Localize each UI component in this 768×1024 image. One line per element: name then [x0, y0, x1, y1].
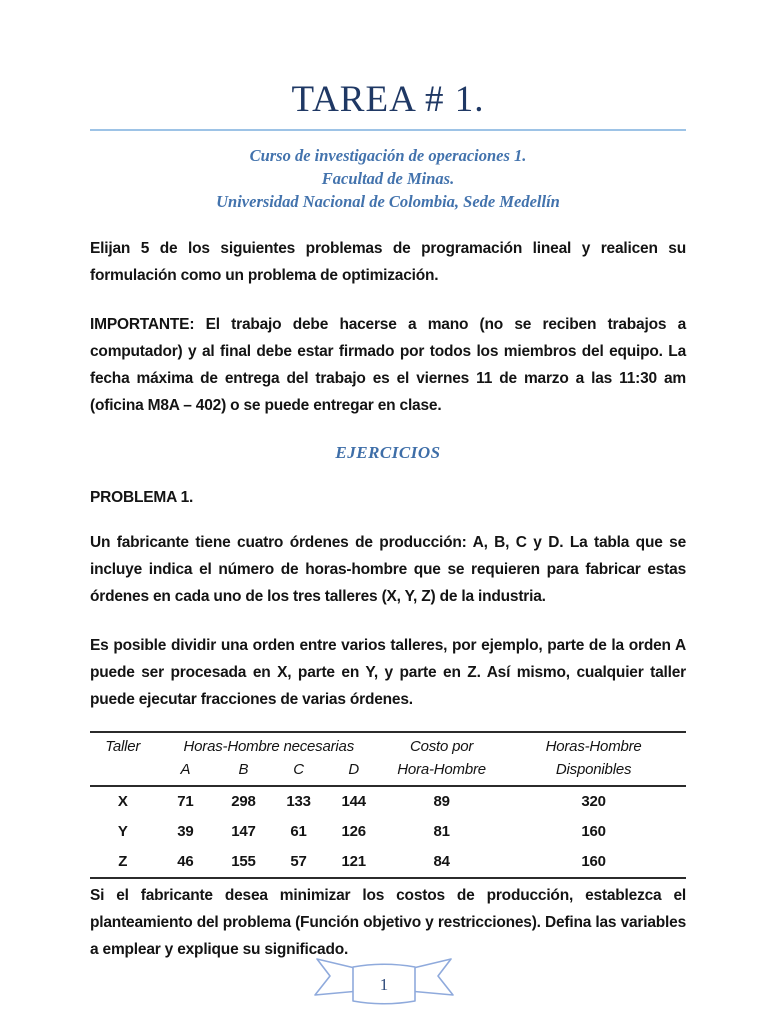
cell-costo: 84 — [382, 847, 501, 878]
problem-1-closing-paragraph: Si el fabricante desea minimizar los costos de producción, establezca el planteamiento del problema (Función objetivo y restricciones). Defina las variables a emplear y explique su significado. — [90, 887, 686, 959]
page-number: 1 — [379, 975, 389, 994]
hours-table-body — [90, 786, 686, 878]
problem-1-paragraph-1: Un fabricante tiene cuatro órdenes de producción: A, B, C y D. La tabla que se incluye indica el número de horas-hombre que se requieren para fabricar estas órdenes en cada uno de los tres talleres (X, Y, Z) de la industria. — [90, 534, 686, 606]
page-content — [90, 78, 686, 963]
header-group-horas-hombre: Horas-Hombre necesarias — [156, 732, 382, 758]
cell-d: 126 — [341, 823, 366, 841]
header-disp-line2: Disponibles — [501, 758, 686, 786]
table-row-z — [90, 847, 686, 878]
cell-d: 121 — [325, 847, 382, 878]
cell-b: 147 — [231, 823, 256, 841]
table-row-x — [90, 786, 686, 817]
intro-paragraph-2: IMPORTANTE: El trabajo debe hacerse a mano (no se reciben trabajos a computador) y al final debe estar firmado por todos los miembros del equipo. La fecha máxima de entrega del trabajo es el viernes 11 de marzo a las 11:30 am (oficina M8A – 402) o se puede entregar en clase. — [90, 316, 686, 415]
cell-a: 71 — [177, 793, 194, 811]
hours-table-header — [90, 732, 686, 786]
cell-a: 39 — [177, 823, 194, 841]
header-costo-line2: Hora-Hombre — [382, 758, 501, 786]
section-heading-ejercicios: EJERCICIOS — [335, 443, 441, 463]
subtitle-university: Universidad Nacional de Colombia, Sede Medellín — [216, 192, 560, 212]
cell-c: 57 — [272, 847, 326, 878]
title-divider — [90, 129, 686, 131]
course-subtitle — [90, 144, 686, 213]
table-header-row-2 — [90, 758, 686, 786]
header-col-d: D — [325, 758, 382, 786]
cell-c: 61 — [290, 823, 307, 841]
cell-taller: Z — [90, 847, 156, 878]
cell-a: 46 — [156, 847, 216, 878]
cell-taller: X — [117, 793, 128, 811]
page-title: TAREA # 1. — [291, 79, 485, 120]
cell-d: 144 — [341, 793, 366, 811]
header-col-b: B — [215, 758, 272, 786]
hours-table — [90, 731, 686, 879]
page-number-ribbon — [309, 950, 459, 1014]
cell-b: 155 — [215, 847, 272, 878]
header-col-c: C — [272, 758, 326, 786]
problem-1-paragraph-2: Es posible dividir una orden entre varios talleres, por ejemplo, parte de la orden A puede ser procesada en X, parte en Y, y parte en Z. Así mismo, cualquier taller puede ejecutar fracciones de varias órdenes. — [90, 637, 686, 709]
cell-costo: 89 — [433, 793, 450, 811]
table-header-row-1 — [90, 732, 686, 758]
cell-disp: 160 — [501, 847, 686, 878]
subtitle-faculty: Facultad de Minas. — [321, 169, 455, 189]
intro-paragraph-1: Elijan 5 de los siguientes problemas de programación lineal y realicen su formulación como un problema de optimización. — [90, 240, 686, 285]
header-disp-line1: Horas-Hombre — [501, 732, 686, 758]
cell-costo: 81 — [433, 823, 450, 841]
cell-disp: 160 — [581, 823, 606, 841]
header-taller: Taller — [90, 732, 156, 758]
subtitle-course: Curso de investigación de operaciones 1. — [249, 146, 527, 166]
cell-b: 298 — [231, 793, 256, 811]
header-empty-cell — [90, 758, 156, 786]
header-costo-line1: Costo por — [382, 732, 501, 758]
cell-taller: Y — [117, 823, 128, 841]
table-row-y — [90, 817, 686, 847]
header-col-a: A — [156, 758, 216, 786]
cell-disp: 320 — [581, 793, 606, 811]
problem-1-heading: PROBLEMA 1. — [90, 489, 194, 507]
cell-c: 133 — [286, 793, 311, 811]
